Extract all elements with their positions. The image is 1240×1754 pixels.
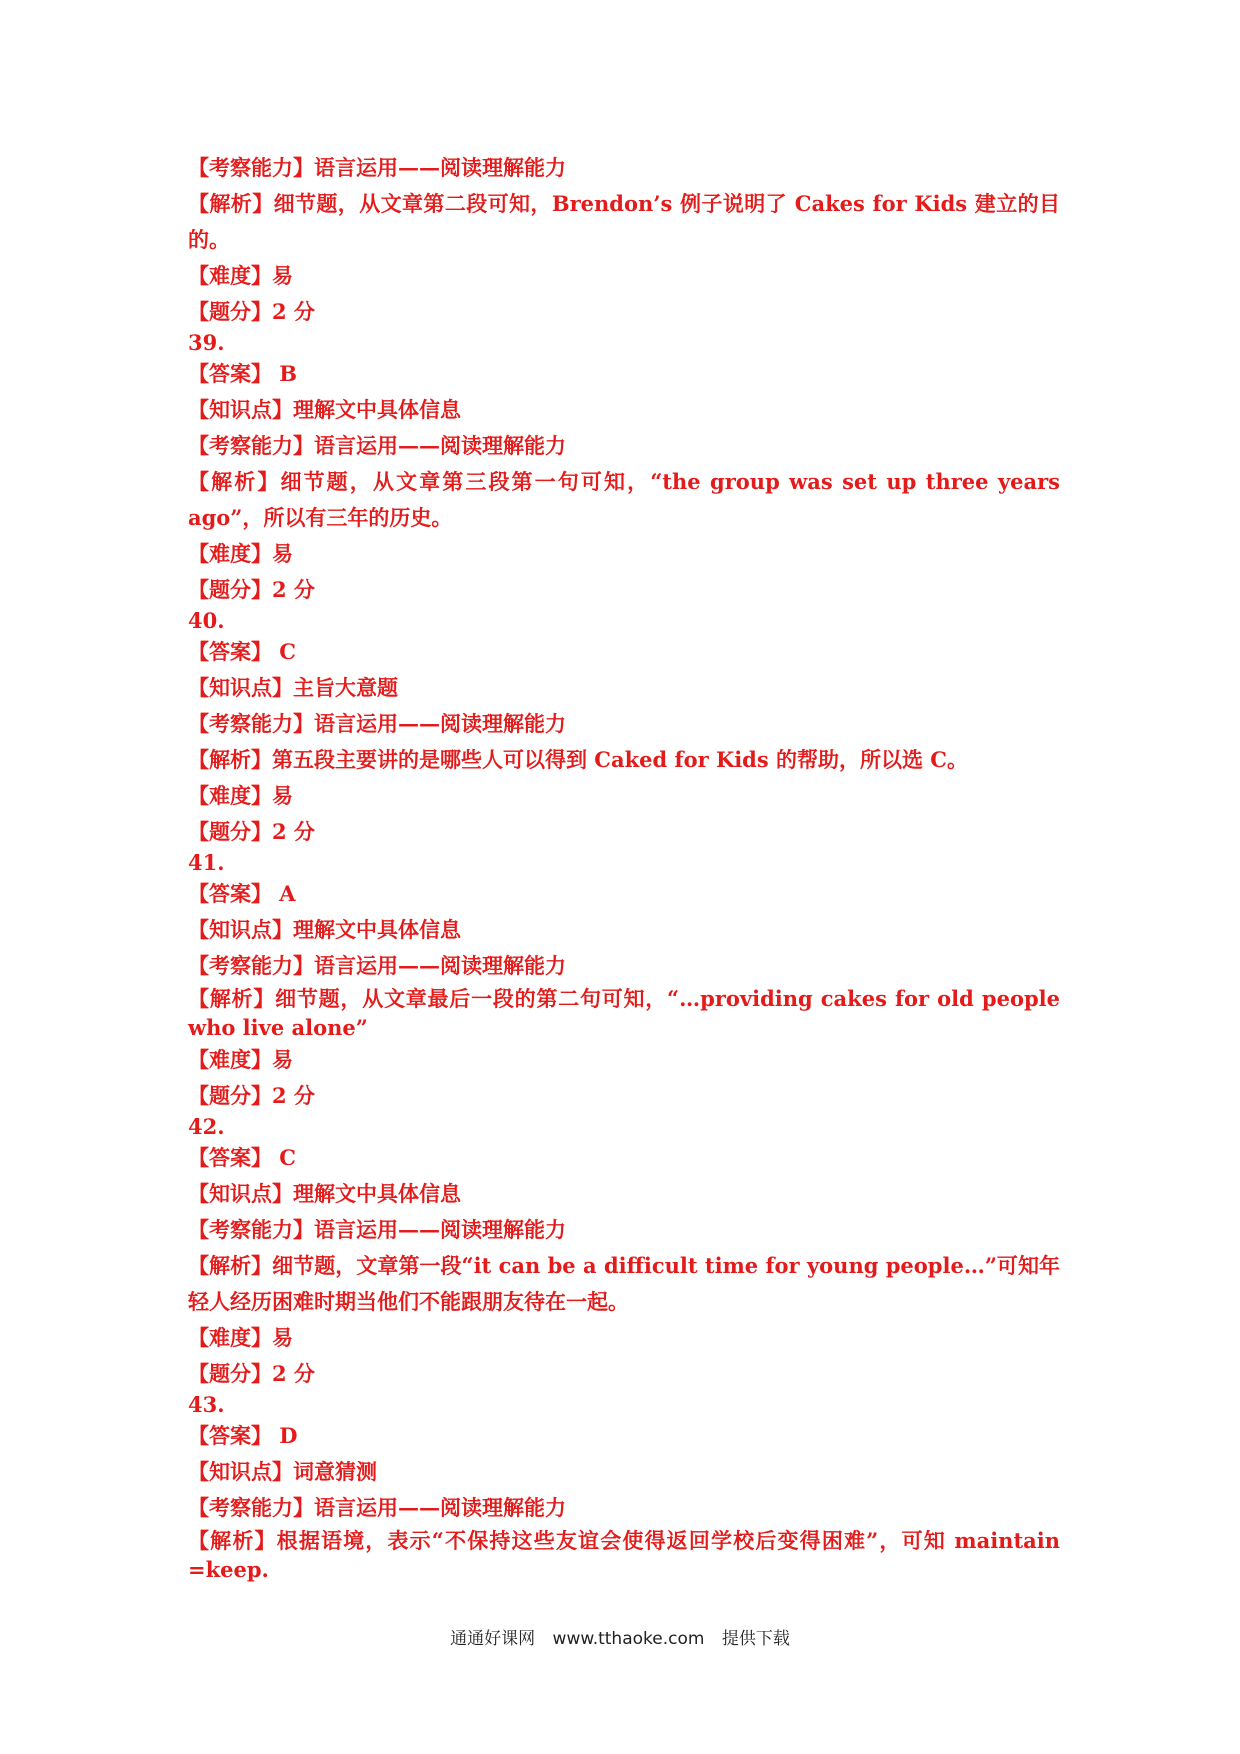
- field-value: 语言运用——阅读理解能力: [314, 953, 566, 978]
- field-label: 【题分】: [188, 577, 272, 602]
- field-line: [188, 814, 1060, 850]
- field-label: 【解析】: [188, 1528, 277, 1553]
- question-number: 43.: [188, 1392, 225, 1417]
- field-label: 【知识点】: [188, 917, 293, 942]
- field-line: [188, 1078, 1060, 1114]
- field-line: [188, 1042, 1060, 1078]
- field-label: 【考察能力】: [188, 1495, 314, 1520]
- field-label: 【答案】: [188, 1423, 272, 1448]
- field-value: 理解文中具体信息: [293, 397, 461, 422]
- analysis-paragraph: [188, 984, 1060, 1042]
- field-value: 第五段主要讲的是哪些人可以得到 Caked for Kids 的帮助，所以选 C。: [272, 747, 969, 772]
- field-label: 【考察能力】: [188, 711, 314, 736]
- field-value: 词意猜测: [293, 1459, 377, 1484]
- field-line: [188, 876, 1060, 912]
- field-label: 【解析】: [188, 1253, 273, 1278]
- field-line: [188, 706, 1060, 742]
- field-value: 语言运用——阅读理解能力: [314, 155, 566, 180]
- field-value: 细节题，文章第一段“it can be a difficult time for young people…”可知年轻人经历困难时期当他们不能跟朋友待在一起。: [188, 1253, 1061, 1314]
- field-line: [188, 742, 1060, 778]
- field-label: 【解析】: [188, 191, 274, 216]
- field-line: [188, 294, 1060, 330]
- field-line: [188, 1140, 1060, 1176]
- field-label: 【知识点】: [188, 397, 293, 422]
- field-value: A: [272, 881, 296, 906]
- field-value: 易: [272, 783, 293, 808]
- field-value: 理解文中具体信息: [293, 917, 461, 942]
- field-value: D: [272, 1423, 298, 1448]
- field-line: [188, 1212, 1060, 1248]
- field-line: [188, 150, 1060, 186]
- footer-suffix: 提供下载: [721, 1629, 790, 1649]
- analysis-paragraph: [188, 1248, 1060, 1320]
- field-label: 【题分】: [188, 299, 272, 324]
- field-value: 根据语境，表示“不保持这些友谊会使得返回学校后变得困难”，可知 maintain =keep.: [188, 1528, 1060, 1582]
- field-value: 易: [272, 541, 293, 566]
- field-line: [188, 356, 1060, 392]
- analysis-paragraph: [188, 186, 1060, 258]
- field-value: 理解文中具体信息: [293, 1181, 461, 1206]
- field-label: 【答案】: [188, 361, 272, 386]
- field-value: C: [272, 639, 297, 664]
- question-number: 39.: [188, 330, 225, 355]
- question-number: 40.: [188, 608, 225, 633]
- footer-url[interactable]: www.tthaoke.com: [552, 1629, 705, 1649]
- field-label: 【知识点】: [188, 1459, 293, 1484]
- field-line: [188, 536, 1060, 572]
- field-label: 【难度】: [188, 783, 272, 808]
- field-value: 2 分: [272, 299, 315, 324]
- question-number: 42.: [188, 1114, 225, 1139]
- field-value: 2 分: [272, 819, 315, 844]
- field-value: 易: [272, 1047, 293, 1072]
- field-label: 【考察能力】: [188, 433, 314, 458]
- field-value: B: [272, 361, 298, 386]
- field-label: 【难度】: [188, 1325, 272, 1350]
- field-value: 语言运用——阅读理解能力: [314, 433, 566, 458]
- field-line: [188, 912, 1060, 948]
- field-value: 细节题，从文章最后一段的第二句可知，“…providing cakes for old people who live alone”: [188, 986, 1061, 1040]
- field-label: 【知识点】: [188, 1181, 293, 1206]
- field-label: 【答案】: [188, 1145, 272, 1170]
- field-line: [188, 948, 1060, 984]
- field-value: 细节题，从文章第三段第一句可知，“the group was set up three years ago”，所以有三年的历史。: [188, 469, 1061, 530]
- field-label: 【难度】: [188, 263, 272, 288]
- field-label: 【难度】: [188, 541, 272, 566]
- field-label: 【考察能力】: [188, 953, 314, 978]
- field-label: 【难度】: [188, 1047, 272, 1072]
- field-value: 2 分: [272, 1361, 315, 1386]
- field-value: 语言运用——阅读理解能力: [314, 1495, 566, 1520]
- field-line: [188, 670, 1060, 706]
- field-label: 【答案】: [188, 639, 272, 664]
- field-line: [188, 572, 1060, 608]
- field-value: 2 分: [272, 577, 315, 602]
- field-label: 【解析】: [188, 986, 276, 1011]
- field-value: 语言运用——阅读理解能力: [314, 711, 566, 736]
- page-footer: [0, 1624, 1240, 1649]
- field-label: 【解析】: [188, 747, 272, 772]
- field-value: 语言运用——阅读理解能力: [314, 1217, 566, 1242]
- field-value: 主旨大意题: [293, 675, 398, 700]
- field-value: 细节题，从文章第二段可知，Brendon’s 例子说明了 Cakes for Kids 建立的目的。: [188, 191, 1061, 252]
- analysis-paragraph: [188, 464, 1060, 536]
- field-line: [188, 392, 1060, 428]
- field-line: [188, 1454, 1060, 1490]
- field-line: [188, 1418, 1060, 1454]
- field-label: 【题分】: [188, 1361, 272, 1386]
- field-line: [188, 258, 1060, 294]
- field-label: 【考察能力】: [188, 1217, 314, 1242]
- field-line: [188, 1320, 1060, 1356]
- field-label: 【知识点】: [188, 675, 293, 700]
- footer-site-name: 通通好课网: [450, 1629, 536, 1649]
- field-label: 【解析】: [188, 469, 281, 494]
- field-line: [188, 1176, 1060, 1212]
- field-value: 易: [272, 1325, 293, 1350]
- field-label: 【考察能力】: [188, 155, 314, 180]
- field-label: 【答案】: [188, 881, 272, 906]
- field-label: 【题分】: [188, 1083, 272, 1108]
- field-line: [188, 1356, 1060, 1392]
- field-value: 易: [272, 263, 293, 288]
- field-value: C: [272, 1145, 297, 1170]
- question-number: 41.: [188, 850, 225, 875]
- field-value: 2 分: [272, 1083, 315, 1108]
- field-line: [188, 1490, 1060, 1526]
- field-line: [188, 778, 1060, 814]
- answer-explanations: [188, 150, 1060, 1584]
- analysis-paragraph: [188, 1526, 1060, 1584]
- field-line: [188, 428, 1060, 464]
- field-label: 【题分】: [188, 819, 272, 844]
- field-line: [188, 634, 1060, 670]
